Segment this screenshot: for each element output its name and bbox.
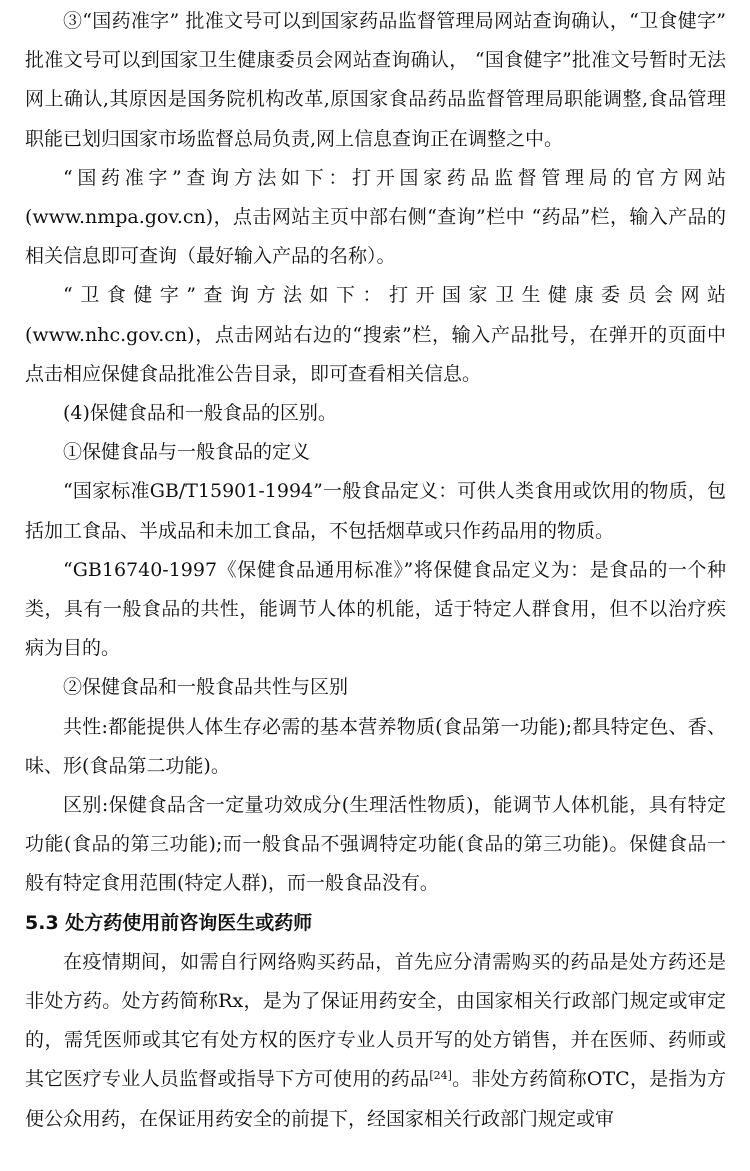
paragraph-prescription-text-a: 在疫情期间，如需自行网络购买药品，首先应分清需购买的药品是处方药还是非处方药。处方药简称Rx，是为了保证用药安全，由国家相关行政部门规定或审定的，需凭医师或其它有处方权的医疗专业人员开写的处方销售，并在医师、药师或其它医疗专业人员监督或指导下方可使用的药品 <box>25 950 726 1091</box>
citation-ref-24: [24] <box>429 1069 452 1083</box>
paragraph-difference: 区别:保健食品含一定量功效成分(生理活性物质)，能调节人体机能，具有特定功能(食品的第三功能);而一般食品不强调特定功能(食品的第三功能)。保健食品一般有特定食用范围(特定人群)，而一般食品没有。 <box>25 794 726 895</box>
list-item-health-vs-general-food: (4)保健食品和一般食品的区别。 <box>63 402 337 425</box>
paragraph-commonality: 共性:都能提供人体生存必需的基本营养物质(食品第一功能);都具特定色、香、味、形(食品第二功能)。 <box>25 715 726 777</box>
paragraph-health-food-definition: “GB16740-1997《保健食品通用标准》”将保健食品定义为：是食品的一个种类，具有一般食品的共性，能调节人体的机能，适于特定人群食用，但不以治疗疾病为目的。 <box>25 558 726 660</box>
paragraph-health-food-query-method: “卫食健字”查询方法如下：打开国家卫生健康委员会网站(www.nhc.gov.cn)，点击网站右边的“搜索”栏，输入产品批号，在弹开的页面中点击相应保健食品批准公告目录，即可查看相关信息。 <box>25 284 726 385</box>
paragraph-approval-number-check: ③“国药准字” 批准文号可以到国家药品监督管理局网站查询确认，“卫食健字” 批准文号可以到国家卫生健康委员会网站查询确认， “国食健字”批准文号暂时无法网上确认,其原因是国务院机构改革,原国家食品药品监督管理局职能调整,食品管理职能已划归国家市场监督总局负责,网上信息查询正在调整之中。 <box>25 10 726 150</box>
paragraph-general-food-definition: “国家标准GB/T15901-1994”一般食品定义：可供人类食用或饮用的物质，包括加工食品、半成品和未加工食品，不包括烟草或只作药品用的物质。 <box>25 480 726 542</box>
paragraph-prescription-drugs <box>25 943 726 1139</box>
list-item-commonality-difference: ②保健食品和一般食品共性与区别 <box>63 676 349 699</box>
paragraph-drug-query-method: “国药准字”查询方法如下：打开国家药品监督管理局的官方网站(www.nmpa.gov.cn)，点击网站主页中部右侧“查询”栏中 “药品”栏，输入产品的相关信息即可查询（最好输入产品的名称）。 <box>25 166 726 268</box>
section-heading-5-3: 5.3 处方药使用前咨询医生或药师 <box>25 911 313 934</box>
paragraph-prescription-text-b: 。非处方药简称OTC，是指为方便公众用药，在保证用药安全的前提下，经国家相关行政部门规定或审 <box>25 1068 726 1130</box>
list-item-definitions: ①保健食品与一般食品的定义 <box>63 441 311 464</box>
